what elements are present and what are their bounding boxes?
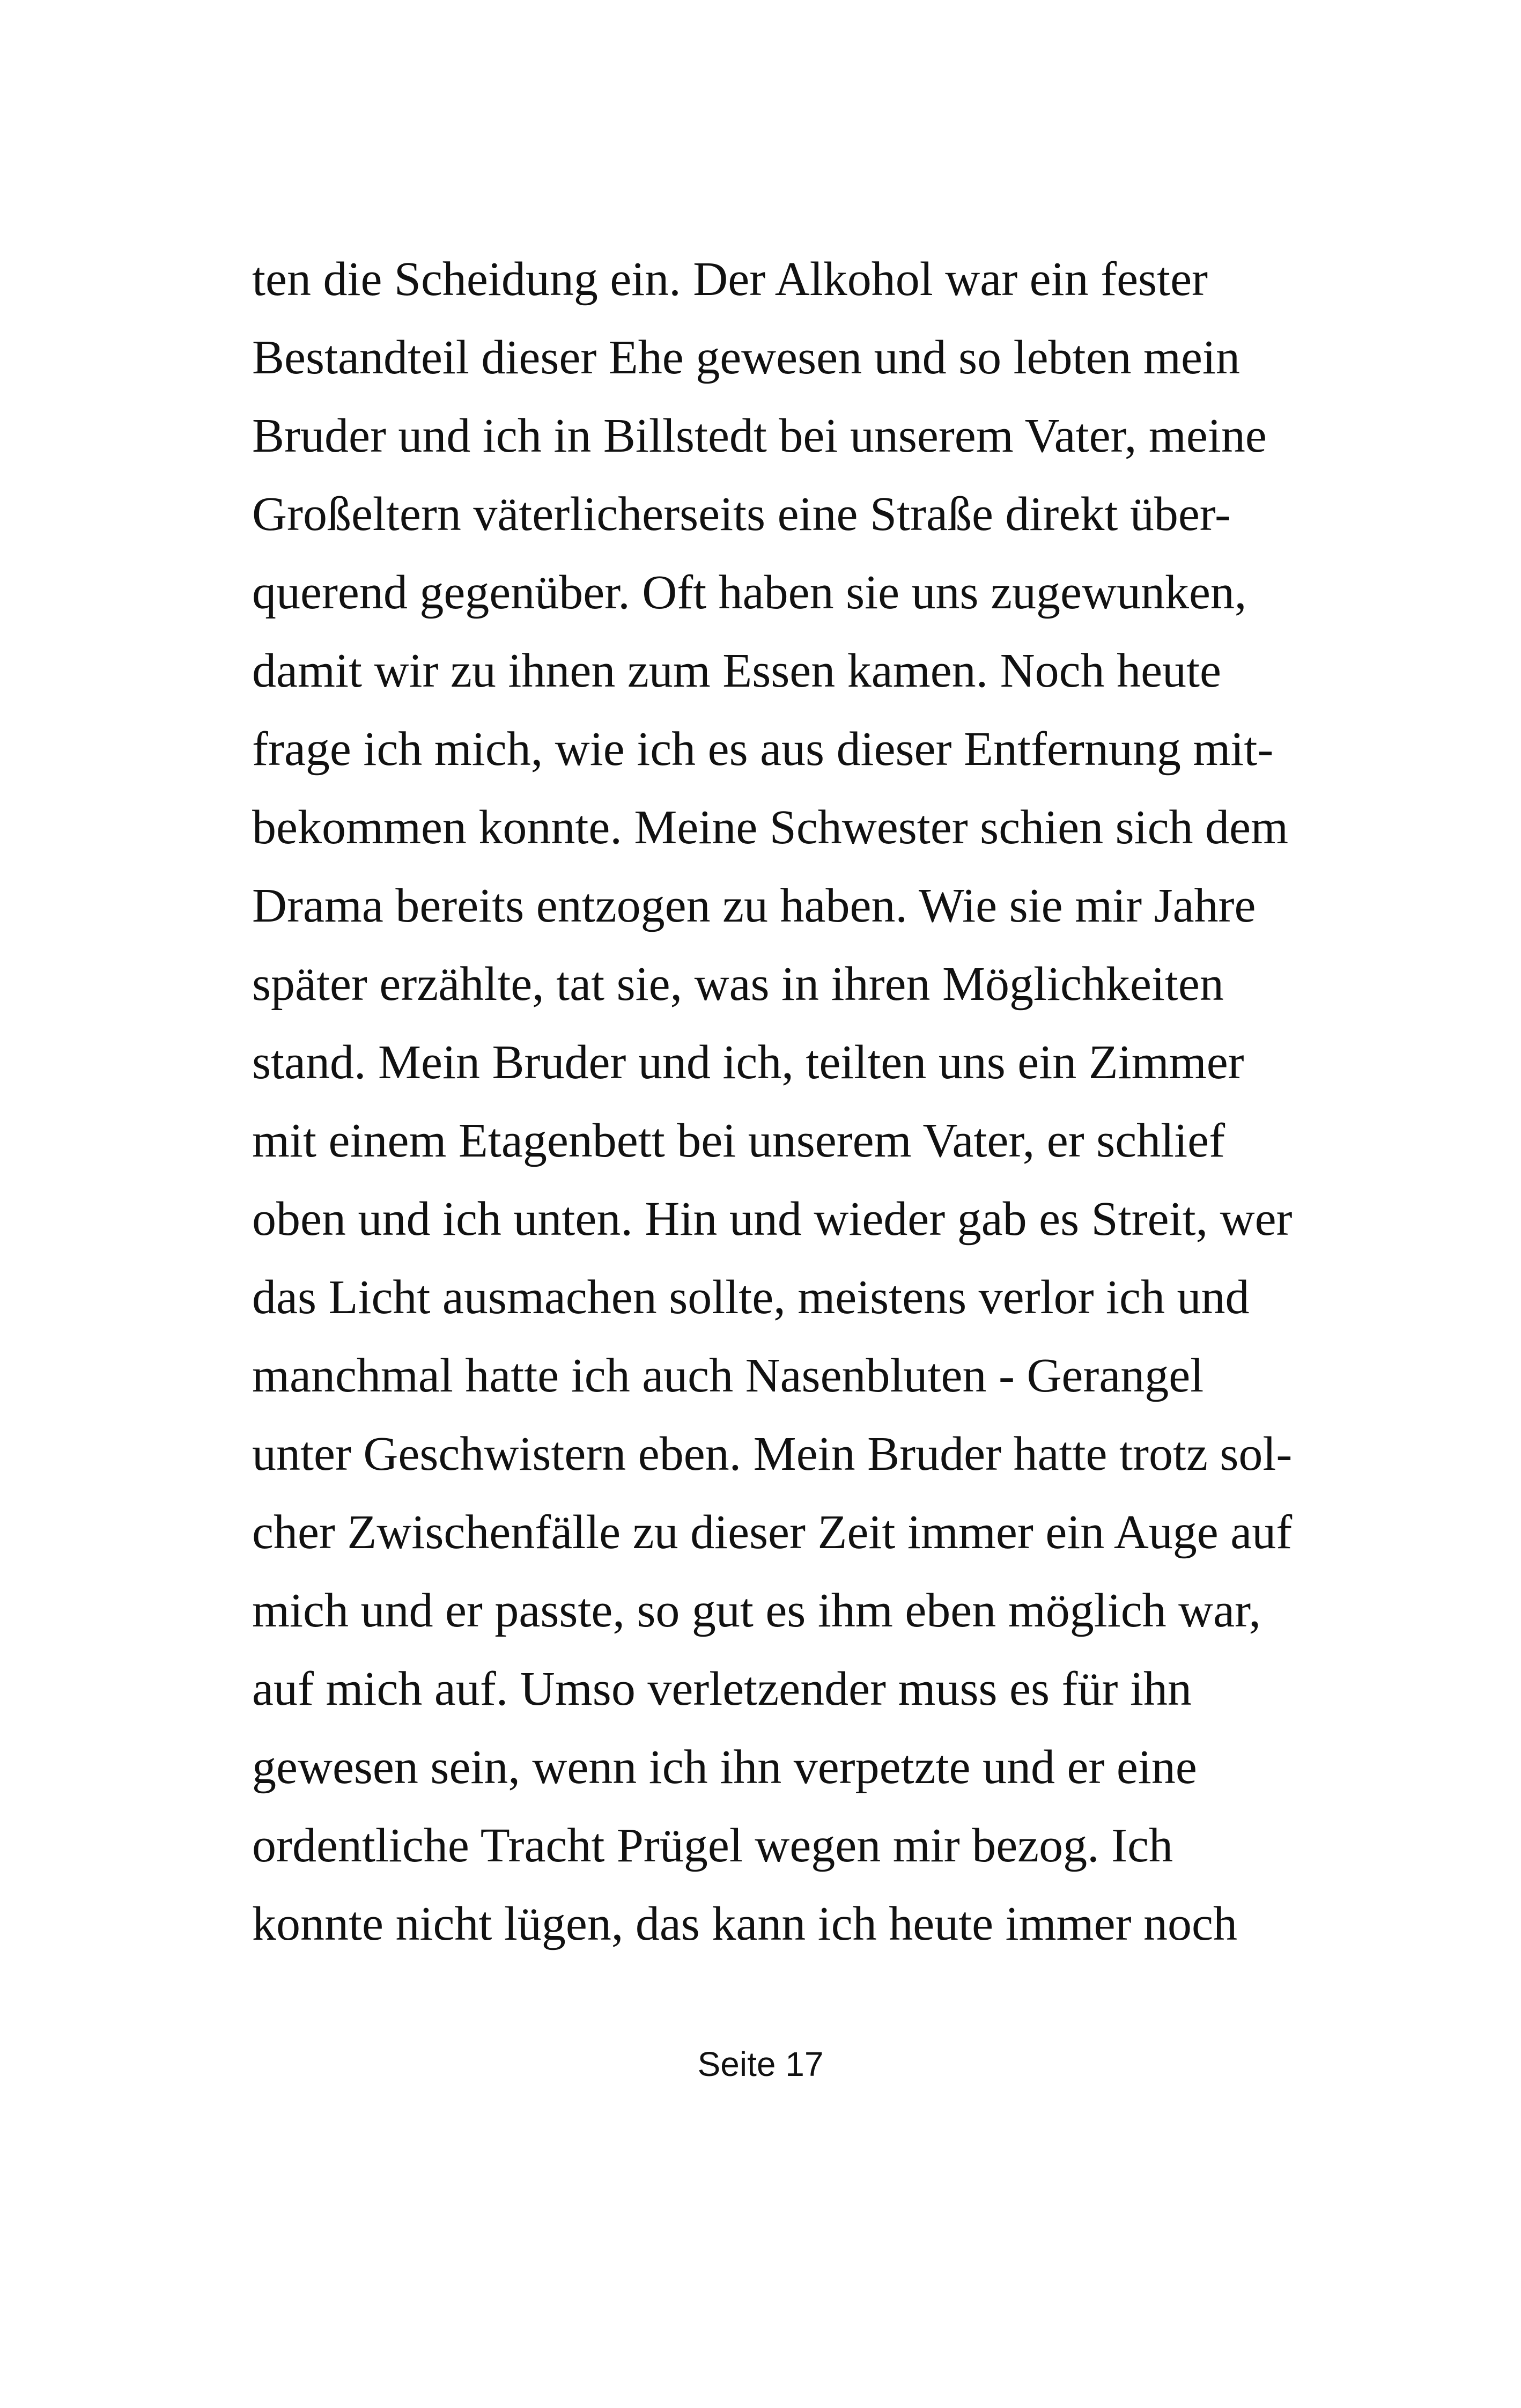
text-line: manchmal hatte ich auch Nasenbluten - Gerangel xyxy=(252,1349,1204,1402)
text-line: konnte nicht lügen, das kann ich heute immer noch xyxy=(252,1897,1238,1950)
text-line: das Licht ausmachen sollte, meistens verlor ich und xyxy=(252,1271,1250,1324)
text-line: damit wir zu ihnen zum Essen kamen. Noch heute xyxy=(252,644,1221,697)
text-line: ordentliche Tracht Prügel wegen mir bezog. Ich xyxy=(252,1819,1173,1872)
page-number: Seite 17 xyxy=(697,2045,824,2083)
text-line: Großeltern väterlicherseits eine Straße direkt über- xyxy=(252,488,1231,541)
body-text xyxy=(252,240,1357,1963)
text-line: Bestandteil dieser Ehe gewesen und so lebten mein xyxy=(252,331,1240,384)
text-line: cher Zwischenfälle zu dieser Zeit immer ein Auge auf xyxy=(252,1506,1293,1559)
text-line: mich und er passte, so gut es ihm eben möglich war, xyxy=(252,1584,1261,1637)
text-line: mit einem Etagenbett bei unserem Vater, er schlief xyxy=(252,1114,1225,1167)
text-line: Bruder und ich in Billstedt bei unserem Vater, meine xyxy=(252,409,1267,462)
text-line: stand. Mein Bruder und ich, teilten uns ein Zimmer xyxy=(252,1036,1244,1089)
text-line: später erzählte, tat sie, was in ihren Möglichkeiten xyxy=(252,958,1224,1011)
text-line: querend gegenüber. Oft haben sie uns zugewunken, xyxy=(252,566,1247,619)
text-line: ten die Scheidung ein. Der Alkohol war ein fester xyxy=(252,253,1208,306)
text-line: frage ich mich, wie ich es aus dieser Entfernung mit- xyxy=(252,723,1274,776)
text-line: Drama bereits entzogen zu haben. Wie sie mir Jahre xyxy=(252,879,1256,932)
text-line: gewesen sein, wenn ich ihn verpetzte und er eine xyxy=(252,1741,1197,1794)
text-line: oben und ich unten. Hin und wieder gab es Streit, wer xyxy=(252,1192,1293,1246)
text-line: bekommen konnte. Meine Schwester schien sich dem xyxy=(252,801,1289,854)
text-line: unter Geschwistern eben. Mein Bruder hatte trotz sol- xyxy=(252,1427,1293,1481)
text-line: auf mich auf. Umso verletzender muss es für ihn xyxy=(252,1662,1192,1715)
